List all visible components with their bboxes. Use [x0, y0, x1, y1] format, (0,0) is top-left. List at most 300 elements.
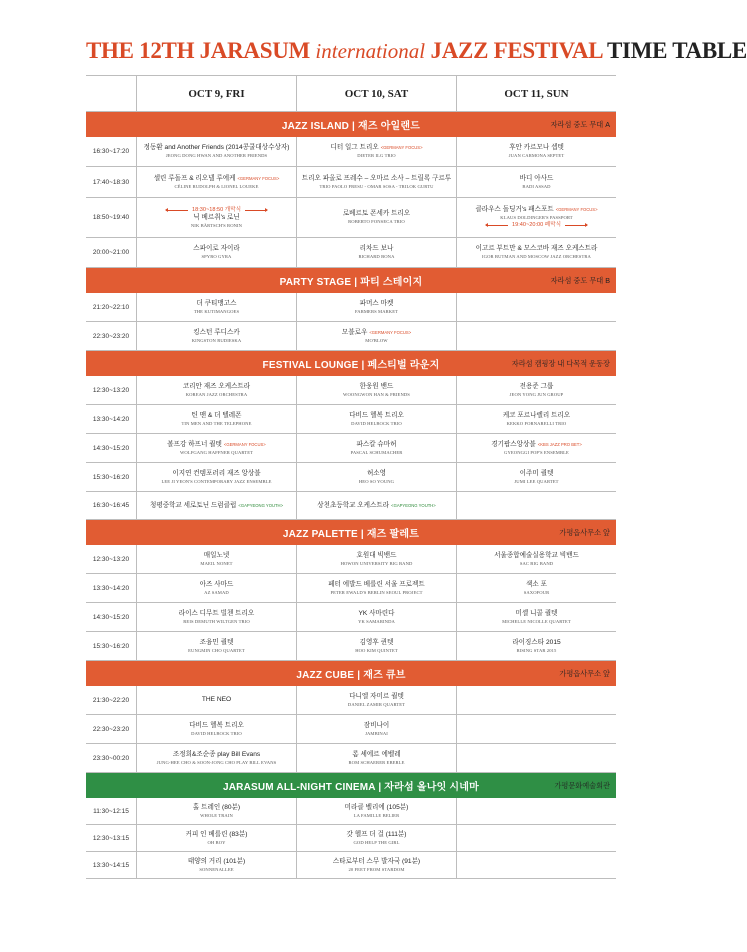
performer-name-kr: 로베르토 폰세카 트리오	[342, 210, 411, 217]
performer-name-en: WOLFGANG HAFFNER QUARTET	[179, 449, 254, 455]
time-slot: 16:30~16:45	[92, 502, 130, 509]
performance-sun	[457, 686, 616, 714]
performance-sun	[457, 238, 616, 267]
cell-sat	[296, 798, 456, 824]
performer-name-en: HOO KIM QUINTET	[355, 647, 398, 653]
performer-name-kr: 상천초등학교 오케스트라 <GAPYEONG YOUTH>	[317, 501, 436, 509]
performer-name-en: JUNG-HEE CHO & SOON-JONG CHO PLAY BILL EVANS	[156, 759, 277, 765]
performance-sun	[457, 798, 616, 824]
performer-name-en: BADI ASSAD	[522, 183, 551, 189]
cell-fri	[136, 852, 296, 878]
stage-location: 자라섬 중도 무대 A	[550, 120, 610, 129]
performer-name-kr: 미라클 벨리에 (105분)	[344, 803, 409, 811]
cell-sun	[456, 238, 616, 267]
performance-sun	[457, 574, 616, 602]
table-row	[86, 322, 616, 351]
table-row	[86, 715, 616, 744]
time-slot: 17:40~18:30	[92, 178, 130, 186]
time-slot: 23:30~00:20	[92, 754, 130, 762]
ceremony-mark	[486, 221, 587, 229]
cell-sat	[296, 545, 456, 573]
performance-sat	[297, 825, 456, 851]
performer-name-kr: 바디 아사드	[519, 174, 554, 182]
performance-fri	[137, 405, 296, 433]
performance-sun	[457, 376, 616, 404]
performer-name-kr: 서울종합예술실용학교 빅밴드	[494, 551, 579, 559]
table-row	[86, 603, 616, 632]
performer-name-kr: 색소 포	[526, 580, 547, 588]
performer-name-en: PETER EWALD'S BERLIN SEOUL PROJECT	[330, 589, 423, 595]
performer-name-en: SAXOFOUR	[523, 589, 550, 595]
cell-sun	[456, 852, 616, 878]
cell-sun	[456, 798, 616, 824]
performance-fri	[137, 798, 296, 824]
cell-sun	[456, 376, 616, 404]
performer-name-en: 20 FEET FROM STARDOM	[348, 866, 405, 872]
program-tag: <GERMANY FOCUS>	[369, 329, 412, 335]
performance-fri	[137, 376, 296, 404]
performance-fri	[137, 715, 296, 743]
program-tag: <GAPYEONG YOUTH>	[238, 502, 284, 508]
performer-name-kr: 태양의 거리 (101분)	[187, 857, 246, 865]
time-slot: 21:20~22:10	[92, 303, 130, 311]
cell-sat	[296, 492, 456, 519]
table-row	[86, 852, 616, 879]
performer-name-kr: 디터 일그 트리오 <GERMANY FOCUS>	[330, 144, 423, 151]
cell-sat	[296, 137, 456, 166]
cell-sun	[456, 744, 616, 772]
cell-sun	[456, 825, 616, 851]
performer-name-kr: 매일노넷	[203, 551, 230, 559]
cell-sat	[296, 744, 456, 772]
performer-name-kr: 롬 셰에르 에벨레	[352, 750, 401, 758]
stage-header-all-night-cinema	[86, 773, 616, 798]
cell-fri	[136, 322, 296, 350]
cell-sat	[296, 293, 456, 321]
cell-sat	[296, 632, 456, 660]
cell-sat	[296, 322, 456, 350]
performer-name-en: SPYRO GYRA	[201, 254, 232, 259]
table-row	[86, 798, 616, 825]
time-slot: 22:30~23:20	[92, 725, 130, 733]
performance-sun	[457, 198, 616, 237]
performer-name-kr: 다니엘 자미르 퀄텟	[349, 692, 404, 700]
cell-sun	[456, 492, 616, 519]
performer-name-kr: THE NEO	[201, 696, 232, 703]
table-row	[86, 632, 616, 661]
program-tag: <GAPYEONG YOUTH>	[391, 502, 436, 508]
performer-name-en: THE KUTIMANGOES	[193, 308, 240, 314]
performance-fri	[137, 744, 296, 772]
stage-title: JAZZ CUBE | 재즈 큐브	[296, 670, 406, 681]
time-slot: 15:30~16:20	[92, 642, 130, 650]
cell-sun	[456, 574, 616, 602]
performer-name-en: WOONGWON HAN & FRIENDS	[343, 391, 410, 397]
performer-name-kr: 케코 포르나렐리 트리오	[502, 411, 571, 419]
performance-fri	[137, 293, 296, 321]
performance-fri	[137, 574, 296, 602]
cell-sat	[296, 686, 456, 714]
stage-location: 자라섬 중도 무대 B	[550, 276, 610, 285]
day-header-sat: OCT 10, SAT	[296, 76, 456, 111]
time-slot: 20:00~21:00	[92, 249, 130, 256]
cell-sat	[296, 434, 456, 462]
performer-name-kr: 커피 인 베를린 (83분)	[185, 830, 248, 838]
arrow-left-icon	[166, 210, 188, 211]
day-header-empty	[86, 76, 136, 111]
performer-name-kr: 이지연 컨템포러리 재즈 앙상블	[172, 469, 261, 477]
performer-name-en: JAMBINAI	[365, 730, 388, 736]
table-row	[86, 167, 616, 198]
performance-sat	[297, 574, 456, 602]
performer-name-en: DAVID HELBOCK TRIO	[351, 420, 402, 426]
performance-sun	[457, 825, 616, 851]
arrow-right-icon	[565, 225, 587, 226]
performance-sat	[297, 798, 456, 824]
stage-title: JAZZ ISLAND | 재즈 아일랜드	[281, 121, 421, 132]
performer-name-en: FARMERS MARKET	[354, 308, 399, 314]
performance-sat	[297, 545, 456, 573]
table-row	[86, 545, 616, 574]
performance-sat	[297, 686, 456, 714]
performer-name-kr: 경기팝스앙상블 <KBS JAZZ PRO BET>	[491, 440, 582, 448]
cell-fri	[136, 198, 296, 237]
performance-sat	[297, 492, 456, 519]
performance-sun	[457, 405, 616, 433]
performance-sun	[457, 137, 616, 166]
performer-name-en: HOWON UNIVERSITY BIG BAND	[340, 560, 413, 566]
timetable	[86, 75, 616, 879]
performance-sat	[297, 632, 456, 660]
performer-name-kr: 전용준 그룹	[519, 382, 554, 390]
performer-name-kr: 청평중학교 세로토닌 드럼클럽 <GAPYEONG YOUTH>	[149, 501, 284, 509]
time-slot: 13:30~14:20	[92, 415, 130, 423]
performer-name-en: TIN MEN AND THE TELEPHONE	[181, 420, 252, 426]
cell-sun	[456, 405, 616, 433]
performer-name-en: GOD HELP THE GIRL	[353, 839, 400, 845]
cell-sat	[296, 376, 456, 404]
program-tag: <KBS JAZZ PRO BET>	[537, 441, 582, 447]
performer-name-en: OH BOY	[207, 839, 226, 845]
performer-name-kr: 정동환 and Another Friends (2014콩쿨대상수상자)	[143, 144, 290, 151]
performer-name-en: DANIEL ZAMIR QUARTET	[347, 701, 406, 707]
stage-title: JARASUM ALL-NIGHT CINEMA | 자라섬 올나잇 시네마	[222, 782, 480, 793]
cell-sun	[456, 434, 616, 462]
performance-sun	[457, 293, 616, 321]
stage-header-party-stage	[86, 268, 616, 293]
performer-name-en: JEON YONG JUN GROUP	[509, 391, 564, 397]
cell-fri	[136, 405, 296, 433]
cell-fri	[136, 632, 296, 660]
performance-sat	[297, 852, 456, 878]
stage-header-jazz-palette	[86, 520, 616, 545]
performer-name-en: TRIO PAOLO FRESU - OMAR SOSA - TRILOK GURTU	[319, 183, 434, 189]
performer-name-kr: 다비드 헬복 트리오	[349, 411, 404, 419]
performer-name-kr: 틴 맨 & 더 텔레폰	[191, 411, 242, 419]
time-slot: 13:30~14:15	[92, 861, 130, 869]
stage-location: 가평읍사무소 앞	[559, 528, 610, 537]
cell-sat	[296, 238, 456, 267]
cell-fri	[136, 293, 296, 321]
performance-sat	[297, 603, 456, 631]
cell-sun	[456, 167, 616, 197]
performer-name-en: EUNGMIN CHO QUARTET	[188, 647, 245, 653]
performance-fri	[137, 632, 296, 660]
stage-title: PARTY STAGE | 파티 스테이지	[279, 277, 423, 288]
performer-name-en: JUAN CARMONA SEPTET	[508, 153, 565, 158]
performance-fri	[137, 238, 296, 267]
performer-name-en: SAC BIG BAND	[519, 560, 554, 566]
performer-name-kr: 코리안 재즈 오케스트라	[182, 382, 251, 390]
table-row	[86, 137, 616, 167]
performance-fri	[137, 492, 296, 519]
cell-sun	[456, 293, 616, 321]
performer-name-en: LA FAMILLE BELIER	[353, 812, 400, 818]
cell-fri	[136, 545, 296, 573]
cell-sun	[456, 686, 616, 714]
program-tag: <GERMANY FOCUS>	[237, 175, 280, 181]
performer-name-kr: 이고르 부트만 & 모스코바 재즈 오케스트라	[475, 245, 598, 252]
performer-name-en: DAVID HELBOCK TRIO	[191, 730, 242, 736]
performance-sun	[457, 852, 616, 878]
time-slot: 12:30~13:20	[92, 386, 130, 394]
performer-name-kr: 호원대 빅밴드	[356, 551, 397, 559]
performance-sat	[297, 463, 456, 491]
arrow-right-icon	[245, 210, 267, 211]
performance-sat	[297, 715, 456, 743]
time-slot: 14:30~15:20	[92, 444, 130, 452]
ceremony-text: 18:30~18:50 개막식	[191, 207, 242, 213]
stage-location: 자라섬 캠핑장 내 다목적 운동장	[511, 359, 610, 368]
performer-name-en: KINGSTON RUDIESKA	[191, 337, 242, 343]
performer-name-kr: 페터 에발드 베를린 서울 프로젝트	[328, 580, 425, 588]
cell-sun	[456, 322, 616, 350]
performance-sat	[297, 405, 456, 433]
performer-name-en: HEO SO YOUNG	[358, 478, 395, 484]
performer-name-kr: 조정희&조순종 play Bill Evans	[172, 750, 261, 758]
performance-sat	[297, 293, 456, 321]
performer-name-en: IGOR BUTMAN AND MOSCOW JAZZ ORCHESTRA	[482, 254, 591, 259]
performer-name-kr: 라이징스타 2015	[512, 638, 561, 646]
time-slot: 12:30~13:20	[92, 555, 130, 563]
performer-name-en: ROM SCHAERER EBERLE	[348, 759, 405, 765]
cell-fri	[136, 137, 296, 166]
performer-name-kr: YK 사마린다	[358, 609, 395, 617]
table-row	[86, 405, 616, 434]
cell-fri	[136, 463, 296, 491]
performer-name-en: MAEIL NONET	[200, 560, 233, 566]
performance-fri	[137, 825, 296, 851]
table-row	[86, 198, 616, 238]
program-tag: <GERMANY FOCUS>	[555, 207, 598, 212]
performer-name-kr: 이주미 퀄텟	[519, 469, 554, 477]
performance-sun	[457, 715, 616, 743]
time-slot: 21:30~22:20	[92, 696, 130, 704]
time-slot: 22:30~23:20	[92, 332, 130, 340]
stage-location: 가평읍사무소 앞	[559, 669, 610, 678]
table-row	[86, 744, 616, 773]
time-slot: 14:30~15:20	[92, 613, 130, 621]
time-slot: 11:30~12:15	[93, 807, 129, 815]
performer-name-kr: 더 쿠티맹고스	[196, 299, 237, 307]
performance-fri	[137, 198, 296, 237]
performer-name-en: RISING STAR 2015	[516, 647, 557, 653]
performer-name-kr: 홀 트레인 (80분)	[192, 803, 241, 811]
ceremony-mark	[166, 206, 267, 214]
performer-name-en: LEE JI YEON'S CONTEMPORARY JAZZ ENSEMBLE	[161, 478, 272, 484]
performer-name-en: WHOLE TRAIN	[200, 812, 233, 818]
performer-name-kr: 라이스 디무트 빌첸 트리오	[178, 609, 255, 617]
performer-name-en: JUMI LEE QUARTET	[514, 478, 559, 484]
performance-sat	[297, 434, 456, 462]
time-slot: 18:50~19:40	[92, 214, 130, 221]
performance-sun	[457, 744, 616, 772]
performance-sat	[297, 376, 456, 404]
cell-sat	[296, 198, 456, 237]
performer-name-kr: 파스칼 슈마허	[356, 440, 397, 448]
performer-name-en: REIS DEMUTH WILTGEN TRIO	[183, 618, 250, 624]
performer-name-en: RICHARD BONA	[358, 254, 395, 259]
cell-sat	[296, 603, 456, 631]
performer-name-en: MO'BLOW	[365, 337, 388, 343]
cell-sun	[456, 632, 616, 660]
cell-fri	[136, 376, 296, 404]
performer-name-kr: 클라우스 돌딩거's 패스포트 <GERMANY FOCUS>	[475, 206, 598, 213]
cell-sat	[296, 405, 456, 433]
cell-fri	[136, 603, 296, 631]
cell-fri	[136, 825, 296, 851]
performer-name-en: CÉLINE RUDOLPH & LIONEL LOUEKE	[174, 183, 259, 189]
program-tag: <GERMANY FOCUS>	[223, 441, 266, 447]
cell-fri	[136, 715, 296, 743]
performance-sun	[457, 167, 616, 197]
performance-sun	[457, 322, 616, 350]
day-header-fri: OCT 9, FRI	[136, 76, 296, 111]
performer-name-kr: 후안 카르모나 셉텟	[509, 144, 564, 151]
performer-name-kr: 볼프강 하프너 퀄텟 <GERMANY FOCUS>	[167, 440, 266, 448]
table-row	[86, 238, 616, 268]
performer-name-kr: 스파이로 자이라	[193, 245, 240, 252]
cell-fri	[136, 434, 296, 462]
performer-name-en: YK SAMARINDA	[358, 618, 395, 624]
performance-sat	[297, 322, 456, 350]
performance-fri	[137, 852, 296, 878]
performer-name-en: GYEONGGI POP'S ENSEMBLE	[504, 449, 569, 455]
cell-fri	[136, 574, 296, 602]
cell-sat	[296, 167, 456, 197]
performance-sun	[457, 632, 616, 660]
performer-name-kr: 갓 헬프 더 걸 (111분)	[346, 830, 407, 838]
cell-sat	[296, 825, 456, 851]
sections	[86, 112, 616, 879]
performer-name-en: JEONG DONG HWAN AND ANOTHER FRIENDS	[165, 153, 268, 158]
cell-fri	[136, 744, 296, 772]
performer-name-en: PASCAL SCHUMACHER	[350, 449, 403, 455]
performer-name-kr: 리차드 보나	[359, 245, 394, 252]
performer-name-en: NIK BÄRTSCH'S RONIN	[190, 223, 243, 228]
performer-name-en: SONNENALLEE	[199, 866, 234, 872]
cell-sat	[296, 463, 456, 491]
title-part-3: JAZZ FESTIVAL	[425, 38, 608, 63]
cell-sun	[456, 545, 616, 573]
performance-fri	[137, 545, 296, 573]
performance-fri	[137, 137, 296, 166]
performer-name-en: KLAUS DOLDINGER'S PASSPORT	[500, 215, 573, 220]
performance-sun	[457, 545, 616, 573]
performer-name-en: MICHELLE NICOLLE QUARTET	[502, 618, 571, 624]
title-part-1: THE 12TH JARASUM	[86, 38, 316, 63]
title-part-4: TIME TABLE	[607, 38, 747, 63]
performer-name-kr: 다비드 헬복 트리오	[189, 721, 244, 729]
table-row	[86, 434, 616, 463]
performance-sat	[297, 167, 456, 197]
table-row	[86, 463, 616, 492]
cell-sat	[296, 574, 456, 602]
performer-name-kr: 킹스턴 루디스카	[193, 328, 240, 336]
cell-sun	[456, 198, 616, 237]
table-row	[86, 825, 616, 852]
performer-name-kr: 파머스 마켓	[359, 299, 394, 307]
performer-name-en: ROBERTO FONSECA TRIO	[348, 219, 405, 224]
ceremony-text: 19:40~20:00 폐막식	[511, 222, 562, 228]
title-part-2: international	[315, 39, 426, 63]
performance-sat	[297, 744, 456, 772]
table-row	[86, 376, 616, 405]
performer-name-kr: 허소영	[366, 469, 387, 477]
table-row	[86, 492, 616, 520]
performance-fri	[137, 686, 296, 714]
time-slot: 13:30~14:20	[92, 584, 130, 592]
cell-fri	[136, 167, 296, 197]
program-tag: <GERMANY FOCUS>	[380, 145, 423, 150]
cell-sun	[456, 603, 616, 631]
table-row	[86, 293, 616, 322]
arrow-left-icon	[486, 225, 508, 226]
time-slot: 16:30~17:20	[92, 148, 130, 155]
performance-sun	[457, 463, 616, 491]
performer-name-en: KEKKO FORNARELLI TRIO	[506, 420, 567, 426]
stage-location: 가평문화예술회관	[554, 781, 610, 790]
cell-fri	[136, 686, 296, 714]
stage-title: FESTIVAL LOUNGE | 페스티벌 라운지	[262, 360, 440, 371]
stage-header-festival-lounge	[86, 351, 616, 376]
performer-name-kr: 트리오 파올로 프레수 – 오마르 소사 – 트릴록 구르투	[301, 174, 452, 182]
performance-sat	[297, 137, 456, 166]
performance-sun	[457, 492, 616, 519]
performance-sat	[297, 198, 456, 237]
cell-fri	[136, 798, 296, 824]
performer-name-en: DIETER ILG TRIO	[357, 153, 396, 158]
performer-name-kr: 아즈 사마드	[199, 580, 234, 588]
time-slot: 15:30~16:20	[92, 473, 130, 481]
performance-fri	[137, 603, 296, 631]
table-row	[86, 574, 616, 603]
day-header-row	[86, 75, 616, 112]
cell-sat	[296, 715, 456, 743]
performance-fri	[137, 434, 296, 462]
cell-sun	[456, 715, 616, 743]
performer-name-kr: 모블로우 <GERMANY FOCUS>	[341, 328, 412, 336]
table-row	[86, 686, 616, 715]
performance-fri	[137, 167, 296, 197]
stage-title: JAZZ PALETTE | 재즈 팔레트	[282, 529, 420, 540]
performer-name-kr: 닉 베르취's 로닌	[193, 214, 240, 221]
performance-sat	[297, 238, 456, 267]
cell-sun	[456, 137, 616, 166]
performer-name-en: AZ SAMAD	[204, 589, 229, 595]
cell-sun	[456, 463, 616, 491]
performer-name-kr: 셀린 루돌프 & 리오넬 루에케 <GERMANY FOCUS>	[153, 174, 280, 182]
